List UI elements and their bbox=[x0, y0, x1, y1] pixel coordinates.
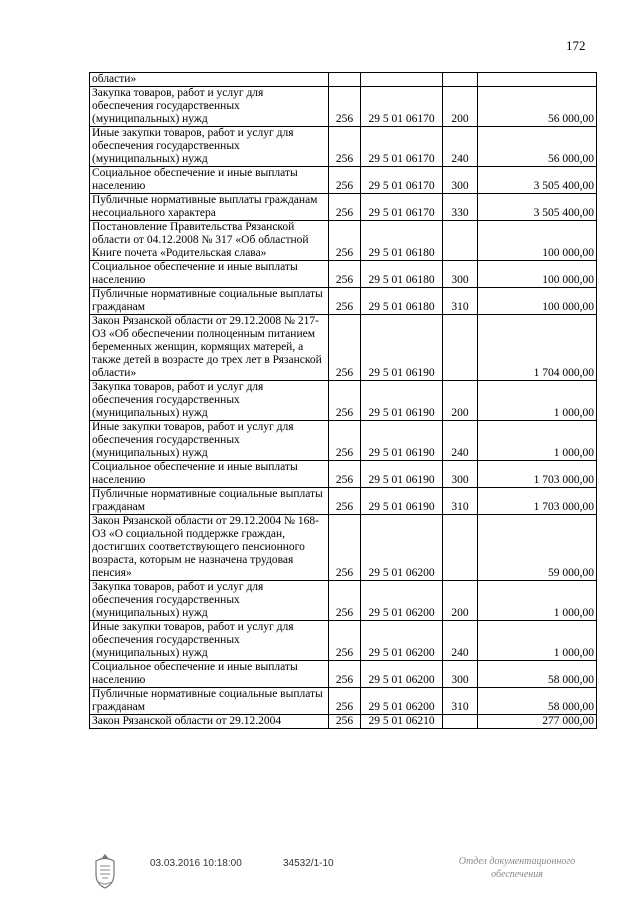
table-row bbox=[90, 381, 597, 421]
coat-of-arms-icon bbox=[90, 852, 120, 890]
cell-name: Публичные нормативные социальные выплаты гражданам bbox=[90, 288, 329, 315]
table-row bbox=[90, 221, 597, 261]
cell-expense-type: 330 bbox=[443, 194, 478, 221]
cell-ministry-code: 256 bbox=[329, 167, 361, 194]
footer-datetime: 03.03.2016 10:18:00 bbox=[150, 858, 242, 869]
cell-ministry-code: 256 bbox=[329, 688, 361, 715]
cell-target-code: 29 5 01 06170 bbox=[361, 127, 443, 167]
cell-name: Закупка товаров, работ и услуг для обеспечения государственных (муниципальных) нужд bbox=[90, 581, 329, 621]
cell-target-code: 29 5 01 06190 bbox=[361, 488, 443, 515]
cell-amount: 59 000,00 bbox=[478, 515, 597, 581]
cell-ministry-code: 256 bbox=[329, 461, 361, 488]
cell-amount: 56 000,00 bbox=[478, 87, 597, 127]
cell-amount: 56 000,00 bbox=[478, 127, 597, 167]
table-row bbox=[90, 621, 597, 661]
cell-ministry-code: 256 bbox=[329, 261, 361, 288]
cell-target-code bbox=[361, 73, 443, 87]
cell-target-code: 29 5 01 06180 bbox=[361, 261, 443, 288]
cell-expense-type: 240 bbox=[443, 621, 478, 661]
table-row bbox=[90, 581, 597, 621]
budget-table bbox=[89, 72, 597, 729]
cell-expense-type: 300 bbox=[443, 167, 478, 194]
table-row bbox=[90, 661, 597, 688]
cell-name: Иные закупки товаров, работ и услуг для обеспечения государственных (муниципальных) нужд bbox=[90, 621, 329, 661]
cell-expense-type: 310 bbox=[443, 288, 478, 315]
cell-expense-type bbox=[443, 715, 478, 729]
cell-name: Закон Рязанской области от 29.12.2008 № 217-ОЗ «Об обеспечении полноценным питанием беременных женщин, кормящих матерей, а также детей в возрасте до трех лет в Рязанской области» bbox=[90, 315, 329, 381]
cell-target-code: 29 5 01 06200 bbox=[361, 515, 443, 581]
cell-name: Закупка товаров, работ и услуг для обеспечения государственных (муниципальных) нужд bbox=[90, 381, 329, 421]
cell-expense-type bbox=[443, 515, 478, 581]
table-row bbox=[90, 73, 597, 87]
table-row bbox=[90, 421, 597, 461]
cell-target-code: 29 5 01 06200 bbox=[361, 581, 443, 621]
cell-ministry-code: 256 bbox=[329, 221, 361, 261]
table-row bbox=[90, 127, 597, 167]
cell-name: Иные закупки товаров, работ и услуг для обеспечения государственных (муниципальных) нужд bbox=[90, 127, 329, 167]
table-row bbox=[90, 488, 597, 515]
table-row bbox=[90, 194, 597, 221]
cell-target-code: 29 5 01 06180 bbox=[361, 288, 443, 315]
cell-amount: 1 000,00 bbox=[478, 581, 597, 621]
cell-amount: 1 704 000,00 bbox=[478, 315, 597, 381]
cell-ministry-code: 256 bbox=[329, 288, 361, 315]
cell-name: Иные закупки товаров, работ и услуг для обеспечения государственных (муниципальных) нужд bbox=[90, 421, 329, 461]
cell-name: Социальное обеспечение и иные выплаты населению bbox=[90, 461, 329, 488]
cell-expense-type bbox=[443, 73, 478, 87]
table-body bbox=[90, 73, 597, 729]
cell-amount: 1 000,00 bbox=[478, 421, 597, 461]
table-row bbox=[90, 315, 597, 381]
cell-amount: 58 000,00 bbox=[478, 688, 597, 715]
footer-doc-number: 34532/1-10 bbox=[283, 858, 334, 869]
cell-amount: 1 000,00 bbox=[478, 621, 597, 661]
cell-name: Социальное обеспечение и иные выплаты населению bbox=[90, 167, 329, 194]
cell-expense-type: 200 bbox=[443, 87, 478, 127]
cell-amount: 100 000,00 bbox=[478, 288, 597, 315]
cell-name: Публичные нормативные социальные выплаты гражданам bbox=[90, 688, 329, 715]
table-row bbox=[90, 167, 597, 194]
cell-ministry-code: 256 bbox=[329, 381, 361, 421]
cell-ministry-code: 256 bbox=[329, 421, 361, 461]
cell-target-code: 29 5 01 06190 bbox=[361, 381, 443, 421]
cell-ministry-code: 256 bbox=[329, 488, 361, 515]
cell-target-code: 29 5 01 06170 bbox=[361, 87, 443, 127]
cell-expense-type: 240 bbox=[443, 421, 478, 461]
table-row bbox=[90, 288, 597, 315]
cell-target-code: 29 5 01 06180 bbox=[361, 221, 443, 261]
cell-expense-type: 300 bbox=[443, 661, 478, 688]
cell-amount: 3 505 400,00 bbox=[478, 167, 597, 194]
cell-expense-type bbox=[443, 315, 478, 381]
cell-name: Социальное обеспечение и иные выплаты населению bbox=[90, 261, 329, 288]
cell-name: Публичные нормативные выплаты гражданам несоциального характера bbox=[90, 194, 329, 221]
cell-amount: 277 000,00 bbox=[478, 715, 597, 729]
cell-target-code: 29 5 01 06190 bbox=[361, 461, 443, 488]
cell-expense-type: 200 bbox=[443, 581, 478, 621]
cell-name: Социальное обеспечение и иные выплаты населению bbox=[90, 661, 329, 688]
cell-name: Постановление Правительства Рязанской области от 04.12.2008 № 317 «Об областной Книге почета «Родительская слава» bbox=[90, 221, 329, 261]
cell-target-code: 29 5 01 06200 bbox=[361, 688, 443, 715]
cell-expense-type bbox=[443, 221, 478, 261]
department-stamp: Отдел документационного обеспечения bbox=[458, 856, 576, 880]
cell-ministry-code: 256 bbox=[329, 621, 361, 661]
cell-target-code: 29 5 01 06170 bbox=[361, 167, 443, 194]
cell-target-code: 29 5 01 06190 bbox=[361, 421, 443, 461]
cell-amount: 100 000,00 bbox=[478, 261, 597, 288]
cell-target-code: 29 5 01 06170 bbox=[361, 194, 443, 221]
cell-expense-type: 240 bbox=[443, 127, 478, 167]
cell-target-code: 29 5 01 06200 bbox=[361, 661, 443, 688]
cell-expense-type: 200 bbox=[443, 381, 478, 421]
cell-target-code: 29 5 01 06190 bbox=[361, 315, 443, 381]
cell-name: Публичные нормативные социальные выплаты гражданам bbox=[90, 488, 329, 515]
page-number: 172 bbox=[566, 38, 586, 53]
cell-expense-type: 300 bbox=[443, 461, 478, 488]
cell-ministry-code: 256 bbox=[329, 194, 361, 221]
table-row bbox=[90, 715, 597, 729]
cell-amount: 58 000,00 bbox=[478, 661, 597, 688]
table-row bbox=[90, 515, 597, 581]
table-row bbox=[90, 87, 597, 127]
table-row bbox=[90, 688, 597, 715]
cell-ministry-code: 256 bbox=[329, 661, 361, 688]
cell-ministry-code: 256 bbox=[329, 87, 361, 127]
cell-target-code: 29 5 01 06210 bbox=[361, 715, 443, 729]
cell-expense-type: 300 bbox=[443, 261, 478, 288]
cell-ministry-code: 256 bbox=[329, 127, 361, 167]
cell-amount: 3 505 400,00 bbox=[478, 194, 597, 221]
cell-expense-type: 310 bbox=[443, 488, 478, 515]
cell-name: области» bbox=[90, 73, 329, 87]
cell-ministry-code: 256 bbox=[329, 515, 361, 581]
cell-expense-type: 310 bbox=[443, 688, 478, 715]
cell-ministry-code bbox=[329, 73, 361, 87]
cell-amount: 1 703 000,00 bbox=[478, 461, 597, 488]
table-row bbox=[90, 261, 597, 288]
cell-ministry-code: 256 bbox=[329, 581, 361, 621]
cell-name: Закон Рязанской области от 29.12.2004 bbox=[90, 715, 329, 729]
cell-amount: 1 703 000,00 bbox=[478, 488, 597, 515]
cell-name: Закон Рязанской области от 29.12.2004 № 168-ОЗ «О социальной поддержке граждан, достигших соответствующего пенсионного возраста, которым не назначена трудовая пенсия» bbox=[90, 515, 329, 581]
cell-amount: 100 000,00 bbox=[478, 221, 597, 261]
cell-target-code: 29 5 01 06200 bbox=[361, 621, 443, 661]
cell-ministry-code: 256 bbox=[329, 715, 361, 729]
cell-ministry-code: 256 bbox=[329, 315, 361, 381]
cell-name: Закупка товаров, работ и услуг для обеспечения государственных (муниципальных) нужд bbox=[90, 87, 329, 127]
cell-amount bbox=[478, 73, 597, 87]
table-row bbox=[90, 461, 597, 488]
cell-amount: 1 000,00 bbox=[478, 381, 597, 421]
